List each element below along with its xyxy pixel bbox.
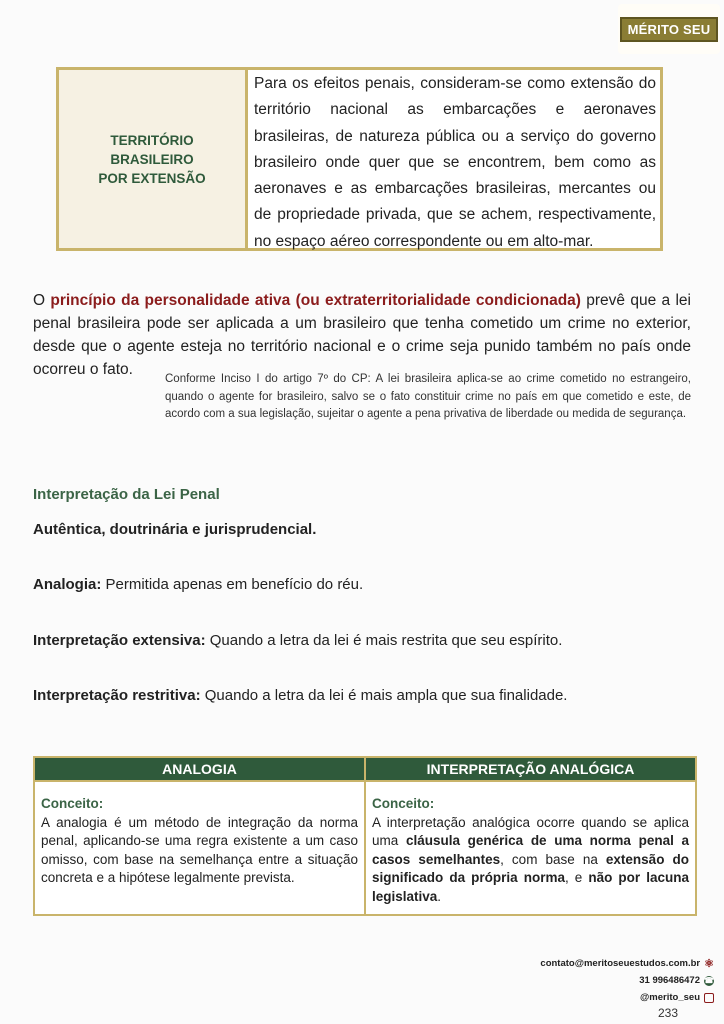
- analogia-concept-text: A analogia é um método de integração da norma penal, aplicando-se uma regra existente a um caso omisso, com base na semelhança entre a situação concreta e a hipótese legalmente prevista.: [41, 814, 358, 885]
- territory-text: Para os efeitos penais, consideram-se como extensão do território nacional as embarcações e aeronaves brasileiras, de natureza pública ou a serviço do governo brasileiro onde quer que se encontrem, bem como as aeronaves e as embarcações brasileiras, mercantes ou de propriedade privada, que se achem, respectivamente, no espaço aéreo correspondente ou em alto-mar.: [254, 75, 656, 250]
- principle-highlight: princípio da personalidade ativa (ou extraterritorialidade condicionada): [50, 292, 581, 309]
- concept-label: Conceito:: [372, 796, 435, 811]
- bold-fragment: extensão do significado da própria norma: [372, 851, 689, 885]
- analogia-label: Analogia:: [33, 576, 102, 593]
- analogia-column: [35, 758, 364, 914]
- restritiva-label: Interpretação restritiva:: [33, 687, 201, 704]
- principle-suffix: prevê que a lei penal brasileira pode ser aplicada a um brasileiro que tenha cometido um crime no exterior, desde que o agente esteja no território nacional e o crime seja punido também no país onde ocorreu o fato.: [33, 292, 691, 378]
- text-fragment: , com base na: [500, 851, 606, 867]
- text-fragment: A interpretação analógica ocorre quando se aplica uma: [372, 814, 689, 848]
- analogical-interpretation-header: INTERPRETAÇÃO ANALÓGICA: [366, 758, 695, 782]
- instagram-text: @merito_seu: [640, 992, 700, 1003]
- interpretation-types: [33, 521, 316, 538]
- restritiva-text: Quando a letra da lei é mais ampla que sua finalidade.: [200, 687, 568, 704]
- instagram-icon: [704, 993, 714, 1003]
- territory-box: [56, 67, 663, 251]
- text-fragment: .: [437, 888, 442, 904]
- analogical-concept-text: [372, 814, 689, 907]
- legal-quote: Conforme Inciso I do artigo 7º do CP: A lei brasileira aplica-se ao crime cometido no estrangeiro, quando o agente for brasileiro, salvo se o fato constituir crime no país em que cometido e este, de acordo com a sua legislação, sujeitar o agente a pena privativa de liberdade ou medida de segurança.: [165, 373, 691, 420]
- principle-paragraph: [33, 289, 691, 381]
- analogical-interpretation-column: [364, 758, 695, 914]
- extensiva-text: Quando a letra da lei é mais restrita que seu espírito.: [205, 632, 563, 649]
- bold-fragment: não por lacuna legislativa: [372, 870, 689, 904]
- analogical-interpretation-body: [366, 782, 695, 906]
- bold-fragment: cláusula genérica de uma norma penal a casos semelhantes: [372, 833, 689, 867]
- interpretation-types-text: Autêntica, doutrinária e jurisprudencial.: [33, 521, 317, 538]
- logo-text: MÉRITO SEU: [620, 17, 719, 42]
- analogia-text: Permitida apenas em benefício do réu.: [101, 576, 364, 593]
- footer-email: [540, 957, 714, 970]
- extensiva-label: Interpretação extensiva:: [33, 632, 206, 649]
- analogia-header: ANALOGIA: [35, 758, 364, 782]
- person-icon: ⚛: [704, 958, 714, 970]
- restritiva-line: [33, 687, 567, 704]
- email-text: contato@meritoseuestudos.com.br: [540, 958, 701, 969]
- phone-text: 31 996486472: [639, 975, 700, 986]
- analogia-body: [35, 782, 364, 888]
- concept-label: Conceito:: [41, 796, 104, 811]
- page-number: 233: [658, 1006, 679, 1020]
- extensiva-line: [33, 632, 562, 649]
- footer-phone: [639, 975, 714, 986]
- comparison-table: [33, 756, 697, 916]
- principle-prefix: O: [33, 292, 51, 309]
- section-title: Interpretação da Lei Penal: [33, 486, 220, 503]
- analogia-line: [33, 576, 363, 593]
- footer-instagram: [640, 992, 714, 1003]
- whatsapp-icon: ☎: [704, 975, 714, 985]
- territory-label: TERRITÓRIO BRASILEIRO POR EXTENSÃO: [59, 70, 248, 248]
- text-fragment: , e: [564, 870, 589, 885]
- brand-logo: [618, 4, 720, 54]
